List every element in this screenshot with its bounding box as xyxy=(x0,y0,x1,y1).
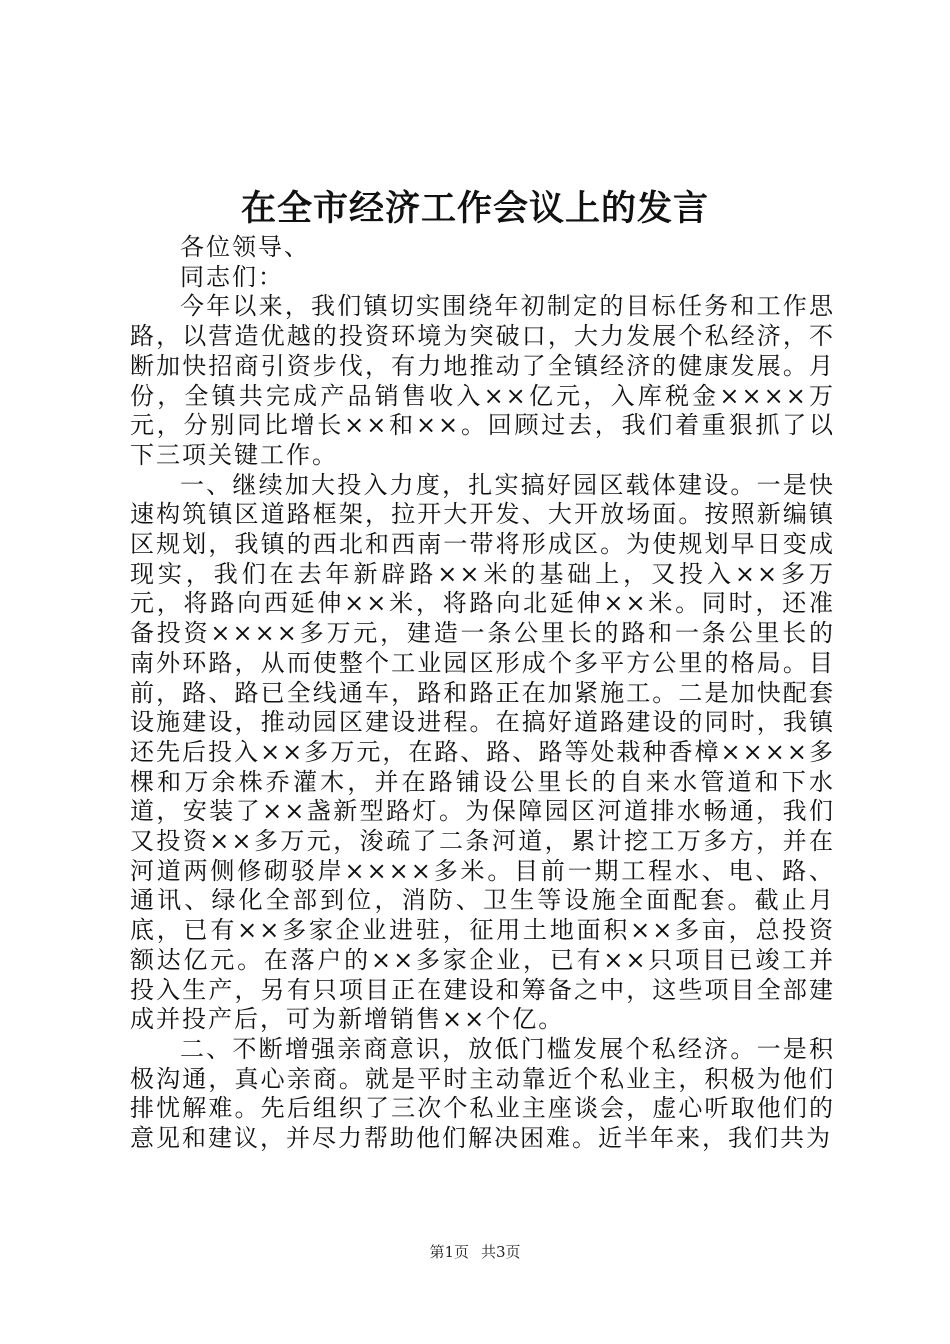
paragraph-section-one: 一、继续加大投入力度，扎实搞好园区载体建设。一是快速构筑镇区道路框架，拉开大开发、大开放场面。按照新编镇区规划，我镇的西北和西南一带将形成区。为使规划早日变成现实，我们在去年新辟路××米的基础上，又投入××多万元，将路向西延伸××米，将路向北延伸××米。同时，还准备投资××××多万元，建造一条公里长的路和一条公里长的南外环路，从而使整个工业园区形成个多平方公里的格局。目前，路、路已全线通车，路和路正在加紧施工。二是加快配套设施建设，推动园区建设进程。在搞好道路建设的同时，我镇还先后投入××多万元，在路、路、路等处栽种香樟××××多棵和万余株乔灌木，并在路铺设公里长的自来水管道和下水道，安装了××盏新型路灯。为保障园区河道排水畅通，我们又投资××多万元，浚疏了二条河道，累计挖工万多方，并在河道两侧修砌驳岸××××多米。目前一期工程水、电、路、通讯、绿化全部到位，消防、卫生等设施全面配套。截止月底，已有××多家企业进驻，征用土地面积××多亩，总投资额达亿元。在落户的××多家企业，已有××只项目已竣工并投入生产，另有只项目正在建设和筹备之中，这些项目全部建成并投产后，可为新增销售××个亿。 xyxy=(130,470,835,1034)
page-footer xyxy=(0,1242,950,1262)
document-title: 在全市经济工作会议上的发言 xyxy=(240,188,709,229)
salutation-comrades: 同志们： xyxy=(180,262,284,291)
salutation-leaders: 各位领导、 xyxy=(180,233,310,261)
document-body xyxy=(130,233,835,1154)
paragraph-section-two: 二、不断增强亲商意识，放低门槛发展个私经济。一是积极沟通，真心亲商。就是平时主动靠近个私业主，积极为他们排忧解难。先后组织了三次个私业主座谈会，虚心听取他们的意见和建议，并尽力帮助他们解决困难。近半年来，我们共为 xyxy=(130,1034,835,1153)
page-number: 第1页 xyxy=(429,1243,469,1261)
paragraph-intro: 今年以来，我们镇切实围绕年初制定的目标任务和工作思路，以营造优越的投资环境为突破口，大力发展个私经济，不断加快招商引资步伐，有力地推动了全镇经济的健康发展。月份，全镇共完成产品销售收入××亿元，入库税金××××万元，分别同比增长××和××。回顾过去，我们着重狠抓了以下三项关键工作。 xyxy=(130,292,835,469)
page-total: 共3页 xyxy=(481,1243,521,1261)
